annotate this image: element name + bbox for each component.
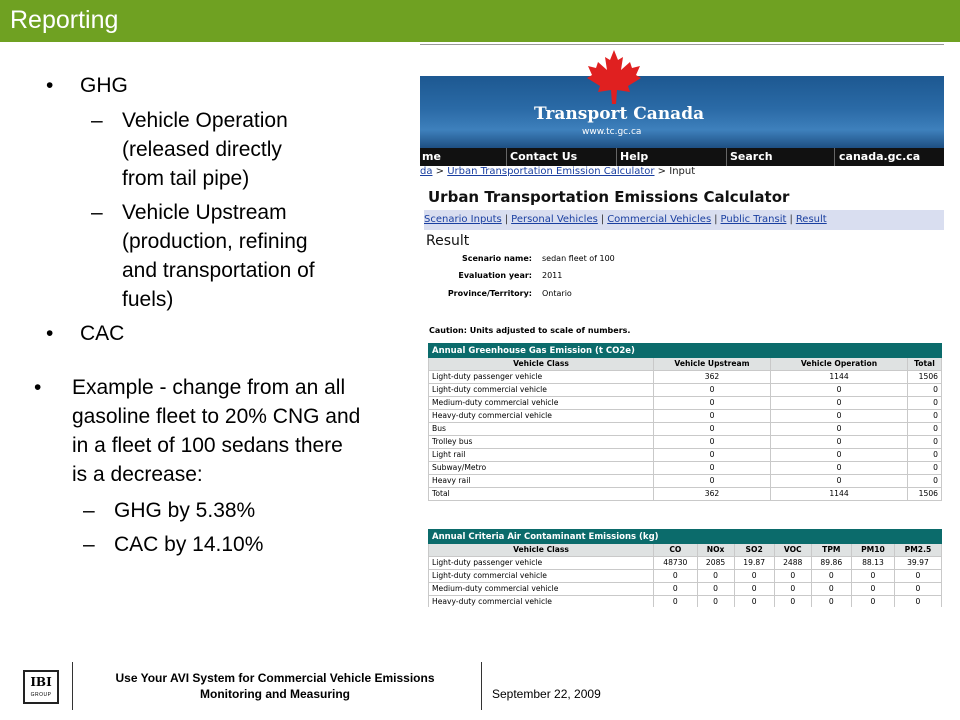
cac-header-cell: SO2	[734, 544, 774, 557]
sub-bullet-vehicle-upstream: – Vehicle Upstream (production, refining and transportation of fuels)	[122, 198, 315, 314]
brand-name: Transport Canada	[534, 104, 705, 124]
cac-emission-table	[428, 529, 942, 607]
calculator-title: Urban Transportation Emissions Calculator	[428, 188, 790, 206]
ghg-table-header-row	[429, 358, 942, 371]
emission-value-cell: 39.97	[894, 557, 941, 570]
nav-home[interactable]: me	[422, 150, 441, 163]
cac-header-cell: Vehicle Class	[429, 544, 654, 557]
cac-table-header-row	[429, 544, 942, 557]
emission-value-cell: 0	[654, 596, 698, 608]
ghg-header-cell: Total	[908, 358, 942, 371]
emission-value-cell: 0	[908, 449, 942, 462]
ghg-emission-table	[428, 343, 942, 501]
banner-white-strip	[420, 45, 944, 76]
emission-value-cell: 0	[697, 570, 734, 583]
cac-header-cell: CO	[654, 544, 698, 557]
ghg-table-caption: Annual Greenhouse Gas Emission (t CO2e)	[429, 344, 942, 358]
subnav-commercial-vehicles[interactable]: Commercial Vehicles	[607, 214, 712, 225]
emission-value-cell: 0	[654, 436, 771, 449]
emission-value-cell: 0	[654, 410, 771, 423]
vehicle-upstream-line: and transportation of	[122, 259, 315, 282]
subnav-separator: |	[714, 214, 718, 225]
ghg-header-cell: Vehicle Class	[429, 358, 654, 371]
emission-value-cell: 48730	[654, 557, 698, 570]
result-heading: Result	[426, 233, 470, 249]
emission-value-cell: 0	[771, 462, 908, 475]
ghg-table-row	[429, 423, 942, 436]
subnav-separator: |	[504, 214, 509, 225]
vehicle-operation-line: (released directly	[122, 138, 282, 161]
subnav-separator: |	[600, 214, 605, 225]
breadcrumb-separator: >	[654, 166, 670, 177]
breadcrumb-home-link[interactable]: da	[420, 166, 433, 177]
emission-value-cell: 0	[908, 436, 942, 449]
emission-value-cell: 1506	[908, 488, 942, 501]
ghg-result-text: GHG by 5.38%	[114, 499, 256, 522]
emission-value-cell: 0	[851, 596, 894, 608]
cac-header-cell: VOC	[774, 544, 811, 557]
emission-value-cell: 0	[734, 596, 774, 608]
logo-sub-text: GROUP	[30, 692, 52, 698]
emission-value-cell: 0	[851, 583, 894, 596]
emission-value-cell: 0	[734, 570, 774, 583]
ghg-table-row	[429, 436, 942, 449]
vehicle-class-cell: Subway/Metro	[429, 462, 654, 475]
ghg-table-row	[429, 384, 942, 397]
bullet-ghg-text: GHG	[80, 74, 128, 97]
emission-value-cell: 0	[908, 397, 942, 410]
emission-value-cell: 0	[654, 462, 771, 475]
emission-value-cell: 0	[771, 423, 908, 436]
vehicle-class-cell: Trolley bus	[429, 436, 654, 449]
vehicle-class-cell: Medium-duty commercial vehicle	[429, 397, 654, 410]
maple-leaf-icon	[586, 48, 642, 106]
cac-result-text: CAC by 14.10%	[114, 533, 264, 556]
evaluation-year-label: Evaluation year:	[458, 271, 532, 280]
breadcrumb	[420, 166, 695, 177]
vehicle-upstream-line: fuels)	[122, 288, 174, 311]
vehicle-class-cell: Light rail	[429, 449, 654, 462]
emission-value-cell: 0	[894, 596, 941, 608]
emission-value-cell: 0	[771, 397, 908, 410]
caution-note: Caution: Units adjusted to scale of numbers.	[429, 326, 631, 335]
title-bar	[0, 0, 960, 42]
emission-value-cell: 0	[811, 583, 851, 596]
subnav-result[interactable]: Result	[795, 214, 827, 225]
sub-bullet-ghg-result: – GHG by 5.38%	[83, 499, 256, 522]
scenario-name-label: Scenario name:	[461, 254, 532, 263]
ghg-header-cell: Vehicle Upstream	[654, 358, 771, 371]
ghg-header-cell: Vehicle Operation	[771, 358, 908, 371]
nav-search[interactable]: Search	[730, 150, 773, 163]
emission-value-cell: 0	[811, 596, 851, 608]
nav-separator	[506, 148, 507, 166]
footer-title-line: Monitoring and Measuring	[200, 687, 350, 701]
emission-value-cell: 362	[654, 488, 771, 501]
breadcrumb-separator: >	[432, 166, 448, 177]
breadcrumb-calculator-link[interactable]: Urban Transportation Emission Calculator	[447, 166, 655, 177]
emission-value-cell: 0	[654, 570, 698, 583]
vehicle-upstream-line: (production, refining	[122, 230, 308, 253]
example-line: is a decrease:	[72, 463, 203, 486]
vehicle-operation-line: Vehicle Operation	[122, 109, 288, 132]
sub-bullet-vehicle-operation: – Vehicle Operation (released directly from tail pipe)	[122, 106, 288, 193]
emission-value-cell: 0	[908, 475, 942, 488]
emission-value-cell: 0	[908, 410, 942, 423]
emission-value-cell: 0	[894, 583, 941, 596]
vehicle-class-cell: Heavy-duty commercial vehicle	[429, 410, 654, 423]
emission-value-cell: 0	[908, 462, 942, 475]
emission-value-cell: 0	[654, 384, 771, 397]
emission-value-cell: 0	[908, 423, 942, 436]
emission-value-cell: 0	[654, 449, 771, 462]
example-line: in a fleet of 100 sedans there	[72, 434, 343, 457]
province-label: Province/Territory:	[447, 289, 532, 298]
brand-url: www.tc.gc.ca	[582, 127, 642, 137]
example-line: Example - change from an all	[72, 376, 346, 399]
nav-separator	[726, 148, 727, 166]
emission-value-cell: 0	[774, 596, 811, 608]
cac-header-cell: PM2.5	[894, 544, 941, 557]
emission-value-cell: 362	[654, 371, 771, 384]
vehicle-class-cell: Bus	[429, 423, 654, 436]
cac-table-row	[429, 596, 942, 608]
emission-value-cell: 0	[771, 384, 908, 397]
cac-table-row	[429, 557, 942, 570]
vehicle-operation-line: from tail pipe)	[122, 167, 250, 190]
cac-header-cell: PM10	[851, 544, 894, 557]
top-nav-bar	[420, 148, 944, 166]
emission-value-cell: 0	[771, 449, 908, 462]
bullet-cac: • CAC	[46, 322, 125, 345]
emission-value-cell: 0	[734, 583, 774, 596]
bullet-cac-text: CAC	[80, 322, 125, 345]
emission-value-cell: 0	[697, 596, 734, 608]
cac-table-caption: Annual Criteria Air Contaminant Emissions (kg)	[429, 530, 942, 544]
nav-separator	[616, 148, 617, 166]
cac-header-cell: TPM	[811, 544, 851, 557]
ghg-table-row	[429, 371, 942, 384]
emission-value-cell: 0	[697, 583, 734, 596]
slide-title: Reporting	[10, 6, 119, 34]
emission-value-cell: 0	[654, 397, 771, 410]
vehicle-class-cell: Medium-duty commercial vehicle	[429, 583, 654, 596]
emission-value-cell: 0	[654, 423, 771, 436]
emission-value-cell: 88.13	[851, 557, 894, 570]
ghg-table-row	[429, 397, 942, 410]
emission-value-cell: 2085	[697, 557, 734, 570]
calculator-subnav	[424, 210, 944, 230]
subnav-separator: |	[789, 214, 793, 225]
footer-date: September 22, 2009	[492, 687, 601, 701]
footer-title-line: Use Your AVI System for Commercial Vehicle Emissions	[115, 671, 435, 685]
ghg-table-row	[429, 449, 942, 462]
evaluation-year-value: 2011	[542, 271, 563, 280]
logo-main-text: IBI	[30, 675, 52, 689]
vehicle-class-cell: Light-duty passenger vehicle	[429, 557, 654, 570]
emission-value-cell: 1144	[771, 371, 908, 384]
emission-value-cell: 0	[811, 570, 851, 583]
emission-value-cell: 0	[908, 384, 942, 397]
nav-separator	[834, 148, 835, 166]
emission-value-cell: 0	[654, 583, 698, 596]
ghg-table-row	[429, 462, 942, 475]
vehicle-class-cell: Light-duty commercial vehicle	[429, 384, 654, 397]
province-value: Ontario	[542, 289, 572, 298]
emission-value-cell: 89.86	[811, 557, 851, 570]
footer-divider	[72, 662, 73, 710]
ibi-group-logo	[23, 670, 59, 704]
emission-value-cell: 0	[771, 436, 908, 449]
cac-table-row	[429, 570, 942, 583]
footer-divider	[481, 662, 482, 710]
vehicle-class-cell: Light-duty passenger vehicle	[429, 371, 654, 384]
emission-value-cell: 19.87	[734, 557, 774, 570]
emission-value-cell: 1144	[771, 488, 908, 501]
vehicle-class-cell: Heavy-duty commercial vehicle	[429, 596, 654, 608]
vehicle-class-cell: Light-duty commercial vehicle	[429, 570, 654, 583]
nav-canada-gc-ca[interactable]: canada.gc.ca	[839, 150, 921, 163]
subnav-scenario-inputs[interactable]: Scenario Inputs	[424, 214, 502, 225]
subnav-personal-vehicles[interactable]: Personal Vehicles	[511, 214, 598, 225]
ghg-table-row	[429, 488, 942, 501]
footer-title	[75, 670, 475, 702]
vehicle-upstream-line: Vehicle Upstream	[122, 201, 287, 224]
vehicle-class-cell: Total	[429, 488, 654, 501]
ghg-table-row	[429, 410, 942, 423]
nav-contact-us[interactable]: Contact Us	[510, 150, 578, 163]
ghg-table-body	[429, 371, 942, 501]
scenario-name-value: sedan fleet of 100	[542, 254, 615, 263]
bullet-example: • Example - change from an all gasoline fleet to 20% CNG and in a fleet of 100 sedans there is a decrease:	[72, 373, 360, 489]
cac-header-cell: NOx	[697, 544, 734, 557]
emission-value-cell: 0	[771, 475, 908, 488]
emission-value-cell: 0	[894, 570, 941, 583]
cac-table-body	[429, 557, 942, 608]
breadcrumb-current: Input	[669, 166, 696, 177]
emission-value-cell: 0	[774, 570, 811, 583]
calculator-screenshot	[420, 44, 944, 607]
emission-value-cell: 0	[774, 583, 811, 596]
vehicle-class-cell: Heavy rail	[429, 475, 654, 488]
sub-bullet-cac-result: – CAC by 14.10%	[83, 533, 264, 556]
emission-value-cell: 0	[654, 475, 771, 488]
subnav-public-transit[interactable]: Public Transit	[720, 214, 787, 225]
example-line: gasoline fleet to 20% CNG and	[72, 405, 361, 428]
cac-table-row	[429, 583, 942, 596]
ghg-table-row	[429, 475, 942, 488]
nav-help[interactable]: Help	[620, 150, 649, 163]
bullet-ghg: • GHG	[46, 74, 128, 97]
emission-value-cell: 0	[771, 410, 908, 423]
emission-value-cell: 2488	[774, 557, 811, 570]
emission-value-cell: 1506	[908, 371, 942, 384]
emission-value-cell: 0	[851, 570, 894, 583]
